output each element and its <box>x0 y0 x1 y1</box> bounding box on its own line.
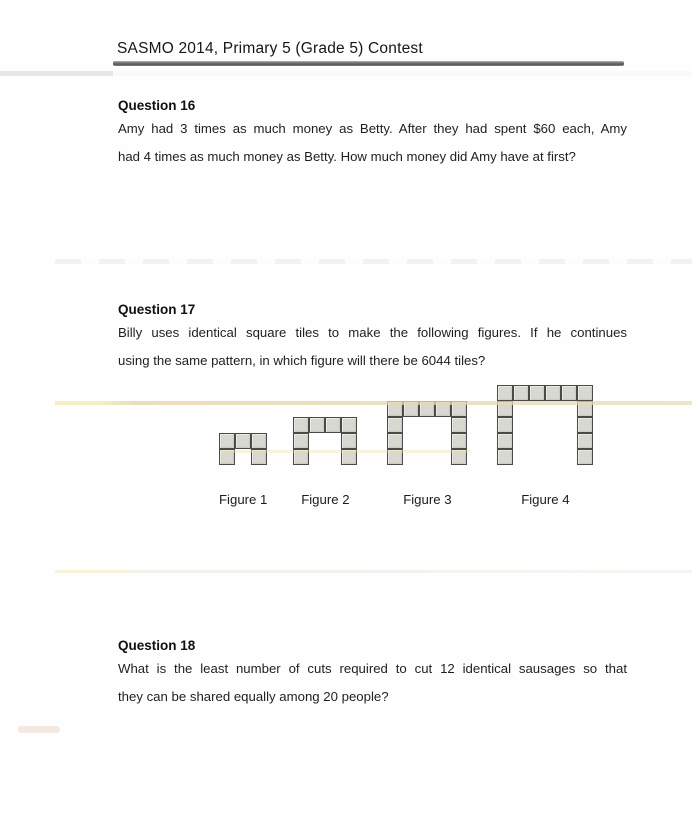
question-text-line: Amy had 3 times as much money as Betty. After they had spent $60 each, Amy <box>118 121 627 136</box>
square-tile <box>219 433 235 449</box>
square-tile <box>325 417 341 433</box>
question-17-block <box>118 302 627 375</box>
tile-figures-row <box>219 385 593 507</box>
question-text-line: Billy uses identical square tiles to make the following figures. If he continues <box>118 325 627 340</box>
square-tile <box>497 385 513 401</box>
tile-gap <box>403 433 419 449</box>
square-tile <box>577 417 593 433</box>
question-text-line: they can be shared equally among 20 people? <box>118 689 389 704</box>
tile-gap <box>309 433 325 449</box>
tile-gap <box>513 401 529 417</box>
tile-gap <box>309 449 325 465</box>
square-tile <box>309 417 325 433</box>
scan-artifact-pink-smudge <box>18 726 60 733</box>
question-text-line: had 4 times as much money as Betty. How much money did Amy have at first? <box>118 149 576 164</box>
square-tile <box>577 385 593 401</box>
square-tile <box>387 417 403 433</box>
scan-artifact-gray-band-wide <box>0 71 692 76</box>
figure-1-label: Figure 1 <box>219 492 268 507</box>
question-16-text <box>118 115 627 171</box>
header-underline-rule <box>113 61 624 66</box>
tile-gap <box>529 401 545 417</box>
square-tile <box>577 401 593 417</box>
figure-1-tile-grid <box>219 433 267 465</box>
tile-gap <box>545 417 561 433</box>
tile-gap <box>513 433 529 449</box>
square-tile <box>451 433 467 449</box>
figure-2-tile-grid <box>293 417 357 465</box>
tile-gap <box>419 417 435 433</box>
question-text-line: using the same pattern, in which figure will there be 6044 tiles? <box>118 353 486 368</box>
tile-gap <box>529 449 545 465</box>
tile-gap <box>529 417 545 433</box>
square-tile <box>251 449 267 465</box>
tile-gap <box>545 401 561 417</box>
tile-gap <box>545 433 561 449</box>
question-16-block <box>118 98 627 171</box>
square-tile <box>497 401 513 417</box>
tile-gap <box>235 449 251 465</box>
square-tile <box>293 449 309 465</box>
tile-gap <box>419 449 435 465</box>
question-18-block <box>118 638 627 711</box>
square-tile <box>419 401 435 417</box>
tile-gap <box>325 449 341 465</box>
tile-gap <box>545 449 561 465</box>
square-tile <box>293 433 309 449</box>
square-tile <box>387 433 403 449</box>
figure-1 <box>219 433 267 507</box>
tile-gap <box>561 449 577 465</box>
figure-4-label: Figure 4 <box>521 492 570 507</box>
figure-2-label: Figure 2 <box>301 492 350 507</box>
tile-gap <box>561 417 577 433</box>
square-tile <box>529 385 545 401</box>
square-tile <box>577 449 593 465</box>
figure-3-tile-grid <box>387 401 467 465</box>
square-tile <box>451 401 467 417</box>
square-tile <box>497 417 513 433</box>
question-17-heading: Question 17 <box>118 302 196 317</box>
question-text-line: What is the least number of cuts required to cut 12 identical sausages so that <box>118 661 627 676</box>
square-tile <box>577 433 593 449</box>
square-tile <box>513 385 529 401</box>
tile-gap <box>435 433 451 449</box>
tile-gap <box>561 433 577 449</box>
square-tile <box>341 433 357 449</box>
scan-artifact-faint-line <box>55 570 692 573</box>
figure-4 <box>497 385 593 507</box>
square-tile <box>235 433 251 449</box>
tile-gap <box>403 449 419 465</box>
square-tile <box>251 433 267 449</box>
figure-4-tile-grid <box>497 385 593 465</box>
page-title: SASMO 2014, Primary 5 (Grade 5) Contest <box>117 40 423 57</box>
tile-gap <box>513 449 529 465</box>
question-17-text <box>118 319 627 375</box>
scan-artifact-gray-band <box>0 71 113 76</box>
square-tile <box>403 401 419 417</box>
square-tile <box>497 449 513 465</box>
tile-gap <box>435 417 451 433</box>
question-16-heading: Question 16 <box>118 98 196 113</box>
tile-gap <box>325 433 341 449</box>
square-tile <box>387 401 403 417</box>
square-tile <box>435 401 451 417</box>
tile-gap <box>513 417 529 433</box>
question-18-heading: Question 18 <box>118 638 196 653</box>
square-tile <box>293 417 309 433</box>
square-tile <box>387 449 403 465</box>
tile-gap <box>403 417 419 433</box>
square-tile <box>497 433 513 449</box>
question-18-text <box>118 655 627 711</box>
square-tile <box>219 449 235 465</box>
tile-gap <box>529 433 545 449</box>
square-tile <box>451 449 467 465</box>
figure-3 <box>387 401 467 507</box>
figure-3-label: Figure 3 <box>403 492 452 507</box>
tile-gap <box>419 433 435 449</box>
square-tile <box>545 385 561 401</box>
scan-artifact-dotted-band <box>55 259 692 264</box>
tile-gap <box>561 401 577 417</box>
square-tile <box>451 417 467 433</box>
tile-gap <box>435 449 451 465</box>
square-tile <box>561 385 577 401</box>
square-tile <box>341 449 357 465</box>
square-tile <box>341 417 357 433</box>
figure-2 <box>293 417 357 507</box>
